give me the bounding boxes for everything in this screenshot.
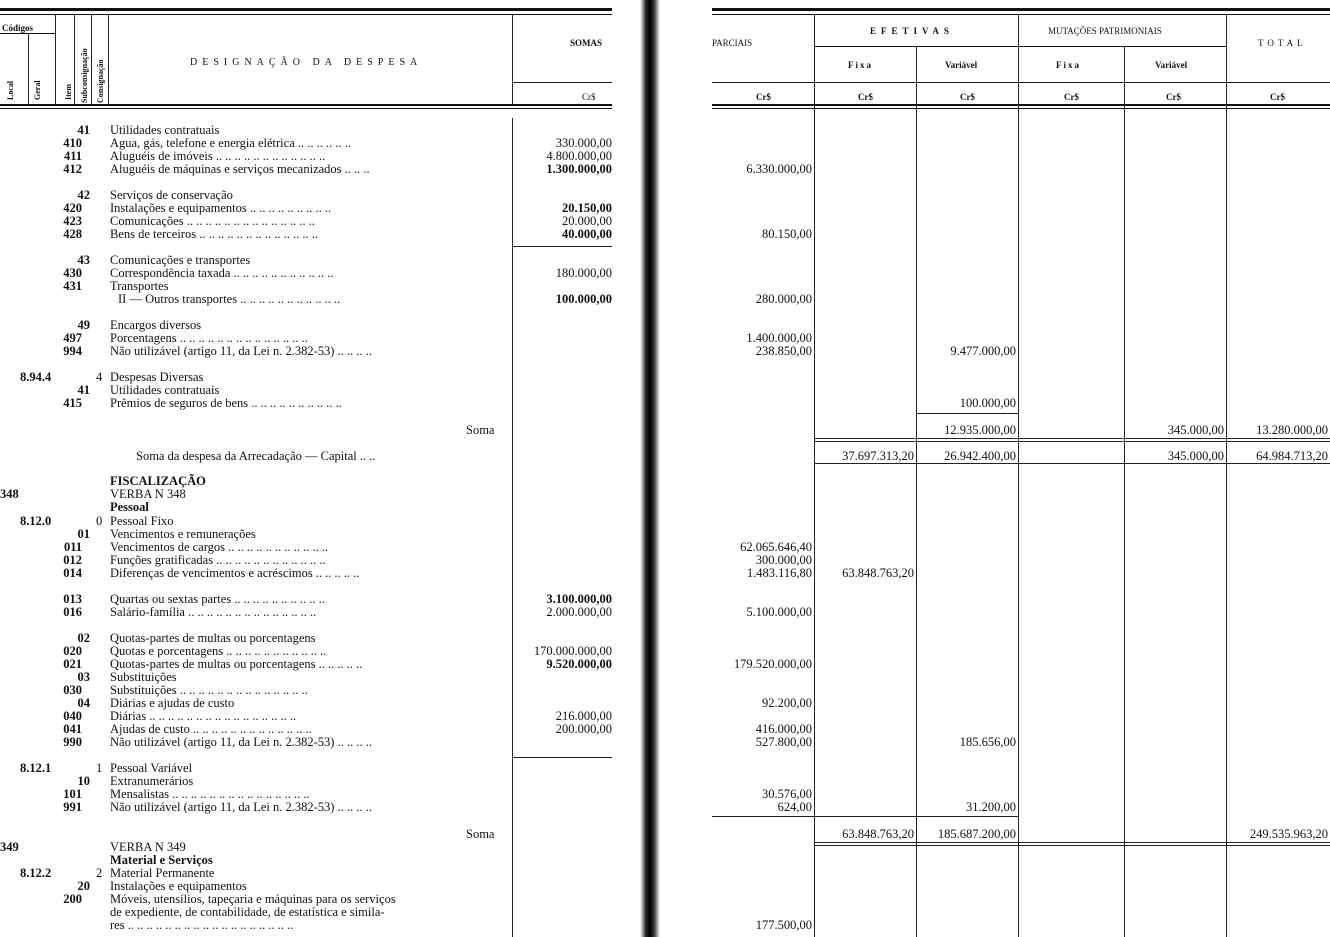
unit-total: Cr$ [1270, 92, 1285, 102]
somas-rule [512, 82, 612, 83]
sum-rule [814, 438, 1330, 439]
col-divider [108, 15, 109, 104]
row-description: Quartas ou sextas partes .. .. .. .. .. .. .. .. .. .. [110, 593, 325, 606]
col-divider [28, 34, 29, 104]
row-code: 423 [63, 214, 82, 228]
row-description: Utilidades contratuais [110, 384, 220, 397]
value-effixa: 63.848.763,20 [842, 827, 914, 841]
unit-efetivas-variavel: Cr$ [960, 92, 975, 102]
top-rule [0, 8, 612, 11]
row-code: 497 [63, 331, 82, 345]
value-mutvar: 345.000,00 [1167, 423, 1224, 437]
row-description: Porcentagens .. .. .. .. .. .. .. .. .. .. .. .. .. .. [110, 332, 308, 345]
header-bottom-rule-thin [0, 108, 612, 109]
value-efvar: 12.935.000,00 [944, 423, 1016, 437]
row-description: Mensalistas .. .. .. .. .. .. .. .. .. .. .. .. .. .. .. [110, 788, 310, 801]
header-mid-rule [814, 46, 1226, 47]
row-description: Transportes [110, 280, 169, 293]
book-gutter [640, 0, 660, 937]
row-description: Substituições [110, 671, 177, 684]
verba-number: 349 [0, 840, 19, 854]
row-description: Não utilizável (artigo 11, da Lei n. 2.382-53) .. .. .. .. [110, 801, 372, 814]
header-codigos: Códigos [2, 23, 34, 33]
row-code: 991 [63, 800, 82, 814]
row-code: 431 [63, 279, 82, 293]
row-code: 041 [63, 722, 82, 736]
value-parciais: 6.330.000,00 [746, 162, 812, 176]
soma-label: Soma [466, 827, 495, 841]
row-description: Diárias .. .. .. .. .. .. .. .. .. .. .. .. .. .. .. .. [110, 710, 297, 723]
col-divider [1124, 46, 1125, 937]
col-divider [55, 15, 56, 104]
row-description: Correspondência taxada .. .. .. .. .. .. .. .. .. .. .. [110, 267, 334, 280]
row-description: res .. .. .. .. .. .. .. .. .. .. .. .. .. .. .. .. .. .. [110, 919, 294, 932]
value-parciais: 238.850,00 [755, 344, 812, 358]
value-total: 64.984.713,20 [1256, 449, 1328, 463]
row-code: 20 [77, 879, 90, 893]
row-description: Utilidades contratuais [110, 124, 220, 137]
value-parciais: 1.483.116,80 [746, 566, 812, 580]
row-code: 030 [63, 683, 82, 697]
row-description: Agua, gás, telefone e energia elétrica .. .. .. .. .. .. [110, 137, 351, 150]
header-bottom-rule-thin [712, 108, 1330, 109]
header-efetivas-fixa: Fixa [848, 60, 873, 70]
value-efvar: 100.000,00 [959, 396, 1016, 410]
value-parciais: 30.576,00 [762, 787, 812, 801]
value-mutvar: 345.000,00 [1167, 449, 1224, 463]
header-efetivas-variavel: Variável [945, 60, 978, 70]
row-description: Não utilizável (artigo 11, da Lei n. 2.382-53) .. .. .. .. [110, 736, 372, 749]
header-efetivas: EFETIVAS [870, 26, 954, 36]
section-local: 8.94.4 [20, 370, 52, 384]
sum-rule [814, 842, 1330, 843]
row-code: 42 [77, 188, 90, 202]
sum-rule [512, 757, 612, 758]
value-parciais: 177.500,00 [755, 918, 812, 932]
col-divider [1018, 15, 1019, 937]
row-soma: 9.520.000,00 [546, 657, 612, 671]
row-code: 016 [63, 605, 82, 619]
row-code: 03 [77, 670, 90, 684]
row-code: 41 [77, 123, 90, 137]
value-parciais: 416.000,00 [755, 722, 812, 736]
header-total: TOTAL [1258, 38, 1307, 48]
row-soma: 4.800.000,00 [546, 149, 612, 163]
row-description: Instalações e equipamentos [110, 880, 247, 893]
header-item: Item [64, 84, 73, 100]
row-code: 411 [63, 149, 82, 163]
row-soma: 1.300.000,00 [546, 162, 612, 176]
header-bottom-rule [712, 104, 1330, 106]
row-code: 021 [63, 657, 82, 671]
top-rule [712, 8, 1330, 11]
row-description: Salário-família .. .. .. .. .. .. .. .. .. .. .. .. .. .. [110, 606, 317, 619]
row-description: Quotas e porcentagens .. .. .. .. .. .. .. .. .. .. .. [110, 645, 327, 658]
value-parciais: 527.800,00 [755, 735, 812, 749]
row-description: Vencimentos de cargos .. .. .. .. .. .. .. .. .. .. .. [110, 541, 329, 554]
row-description: Comunicações .. .. .. .. .. .. .. .. .. .. .. .. .. .. [110, 215, 315, 228]
row-code: 410 [63, 136, 82, 150]
header-bottom-rule [0, 104, 612, 106]
row-code: 011 [63, 540, 82, 554]
value-total: 249.535.963,20 [1249, 827, 1328, 841]
row-code: 41 [77, 383, 90, 397]
value-efvar: 185.687.200,00 [937, 827, 1016, 841]
value-parciais: 5.100.000,00 [746, 605, 812, 619]
left-page [0, 0, 640, 937]
soma-label: Soma [466, 423, 495, 437]
row-soma: 20.000,00 [562, 214, 612, 228]
row-soma: 100.000,00 [555, 292, 612, 306]
value-efvar: 31.200,00 [966, 800, 1016, 814]
value-parciais: 179.520.000,00 [733, 657, 812, 671]
row-code: 49 [77, 318, 90, 332]
sum-rule [814, 845, 1330, 846]
row-soma: 2.000.000,00 [546, 605, 612, 619]
row-code: 101 [63, 787, 82, 801]
row-description: Comunicações e transportes [110, 254, 251, 267]
header-designacao: DESIGNAÇÃO DA DESPESA [190, 57, 423, 68]
row-description: Quotas-partes de multas ou porcentagens .. .. .. .. .. [110, 658, 363, 671]
row-soma: 170.000.000,00 [533, 644, 612, 658]
section-consig: 4 [96, 370, 103, 384]
value-efvar: 26.942.400,00 [944, 449, 1016, 463]
row-description: Aluguéis de imóveis .. .. .. .. .. .. .. .. .. .. .. .. [110, 150, 326, 163]
row-code: 02 [77, 631, 90, 645]
value-efvar: 9.477.000,00 [950, 344, 1016, 358]
header-mutacoes: MUTAÇÕES PATRIMONIAIS [1048, 26, 1162, 36]
section-local: 8.12.1 [20, 761, 52, 775]
verba-number: 348 [0, 487, 19, 501]
row-soma: 40.000,00 [562, 227, 612, 241]
row-description: Funções gratificadas .. .. .. .. .. .. .. .. .. .. .. .. [110, 554, 326, 567]
value-parciais: 92.200,00 [762, 696, 812, 710]
verba-title: VERBA N 349 [110, 840, 186, 854]
value-parciais: 280.000,00 [755, 292, 812, 306]
row-soma: 330.000,00 [555, 136, 612, 150]
row-description: Bens de terceiros .. .. .. .. .. .. .. .. .. .. .. .. .. [110, 228, 318, 241]
row-description: Encargos diversos [110, 319, 202, 332]
row-soma: 200.000,00 [555, 722, 612, 736]
sum-rule [512, 246, 612, 247]
row-code: 200 [63, 892, 82, 906]
section-consig: 2 [96, 866, 103, 880]
section-consig: 1 [96, 761, 103, 775]
header-consignacao: Consignação [96, 59, 105, 103]
value-parciais: 62.065.646,40 [740, 540, 812, 554]
row-description: de expediente, de contabilidade, de estatística e simila- [110, 906, 385, 919]
row-description: Ajudas de custo .. .. .. .. .. .. .. .. .. .. .. .. .. [110, 723, 312, 736]
section-title: Pessoal Variável [110, 761, 193, 775]
row-description: Móveis, utensílios, tapeçaria e máquinas para os serviços [110, 893, 396, 906]
row-code: 43 [77, 253, 90, 267]
col-divider [74, 15, 75, 104]
row-description: Vencimentos e remunerações [110, 528, 256, 541]
row-soma: 180.000,00 [555, 266, 612, 280]
header-mutacoes-fixa: Fixa [1056, 60, 1081, 70]
header-parciais: PARCIAIS [712, 38, 753, 48]
section-title: Material Permanente [110, 866, 215, 880]
value-effixa: 63.848.763,20 [842, 566, 914, 580]
row-description: Serviços de conservação [110, 189, 233, 202]
row-code: 012 [63, 553, 82, 567]
row-description: Diárias e ajudas de custo [110, 697, 235, 710]
row-description: II — Outros transportes .. .. .. .. .. .. .. .. .. .. .. [118, 293, 341, 306]
row-code: 994 [63, 344, 82, 358]
row-description: Extranumerários [110, 775, 194, 788]
col-divider [512, 15, 513, 104]
row-code: 990 [63, 735, 82, 749]
header-unit: Cr$ [582, 92, 596, 102]
subheading: Pessoal [110, 500, 149, 514]
row-code: 040 [63, 709, 82, 723]
value-parciais: 1.400.000,00 [746, 331, 812, 345]
unit-parciais: Cr$ [756, 92, 771, 102]
subheading: Material e Serviços [110, 853, 213, 867]
sum-rule [916, 413, 1018, 414]
row-description: Aluguéis de máquinas e serviços mecanizados .. .. .. [110, 163, 370, 176]
col-divider [814, 15, 815, 937]
value-parciais: 80.150,00 [762, 227, 812, 241]
section-title: Despesas Diversas [110, 370, 204, 384]
sum-rule [814, 463, 1330, 464]
unit-efetivas-fixa: Cr$ [858, 92, 873, 102]
right-page [660, 0, 1330, 937]
row-description: Não utilizável (artigo 11, da Lei n. 2.382-53) .. .. .. .. [110, 345, 372, 358]
row-code: 415 [63, 396, 82, 410]
section-consig: 0 [96, 514, 103, 528]
header-somas: SOMAS [570, 38, 603, 48]
value-total: 13.280.000,00 [1256, 423, 1328, 437]
row-code: 014 [63, 566, 82, 580]
row-soma: 20.150,00 [562, 201, 612, 215]
row-code: 412 [63, 162, 82, 176]
col-divider [1226, 15, 1227, 937]
col-divider [91, 15, 92, 104]
row-code: 10 [77, 774, 90, 788]
value-effixa: 37.697.313,20 [842, 449, 914, 463]
value-parciais: 300.000,00 [755, 553, 812, 567]
row-soma: 216.000,00 [555, 709, 612, 723]
row-soma: 3.100.000,00 [546, 592, 612, 606]
row-code: 020 [63, 644, 82, 658]
top-rule-thin [712, 14, 1330, 15]
row-code: 428 [63, 227, 82, 241]
unit-mutacoes-fixa: Cr$ [1064, 92, 1079, 102]
unit-rule [712, 82, 1330, 83]
verba-title: VERBA N 348 [110, 487, 186, 501]
section-local: 8.12.0 [20, 514, 52, 528]
header-subconsignacao: Subconsignação [80, 48, 89, 103]
value-parciais: 624,00 [777, 800, 812, 814]
sum-rule [814, 441, 1330, 442]
value-efvar: 185.656,00 [959, 735, 1016, 749]
row-code: 013 [63, 592, 82, 606]
row-code: 04 [77, 696, 90, 710]
capital-soma: Soma da despesa da Arrecadação — Capital .. .. [136, 449, 376, 463]
row-code: 430 [63, 266, 82, 280]
row-description: Instalações e equipamentos .. .. .. .. .. .. .. .. .. [110, 202, 332, 215]
subheading: FISCALIZAÇÃO [110, 474, 206, 488]
row-description: Quotas-partes de multas ou porcentagens [110, 632, 316, 645]
row-description: Diferenças de vencimentos e acréscimos .. .. .. .. .. [110, 567, 360, 580]
row-description: Substituições .. .. .. .. .. .. .. .. .. .. .. .. .. .. [110, 684, 308, 697]
unit-mutacoes-variavel: Cr$ [1166, 92, 1181, 102]
row-description: Prêmios de seguros de bens .. .. .. .. .. .. .. .. .. .. [110, 397, 342, 410]
row-code: 01 [77, 527, 90, 541]
header-geral: Geral [33, 80, 42, 100]
header-local: Local [6, 80, 15, 100]
sum-rule [712, 816, 1018, 817]
section-local: 8.12.2 [20, 866, 52, 880]
header-mutacoes-variavel: Variável [1155, 60, 1188, 70]
codigos-rule [0, 33, 55, 34]
row-code: 420 [63, 201, 82, 215]
section-title: Pessoal Fixo [110, 514, 174, 528]
